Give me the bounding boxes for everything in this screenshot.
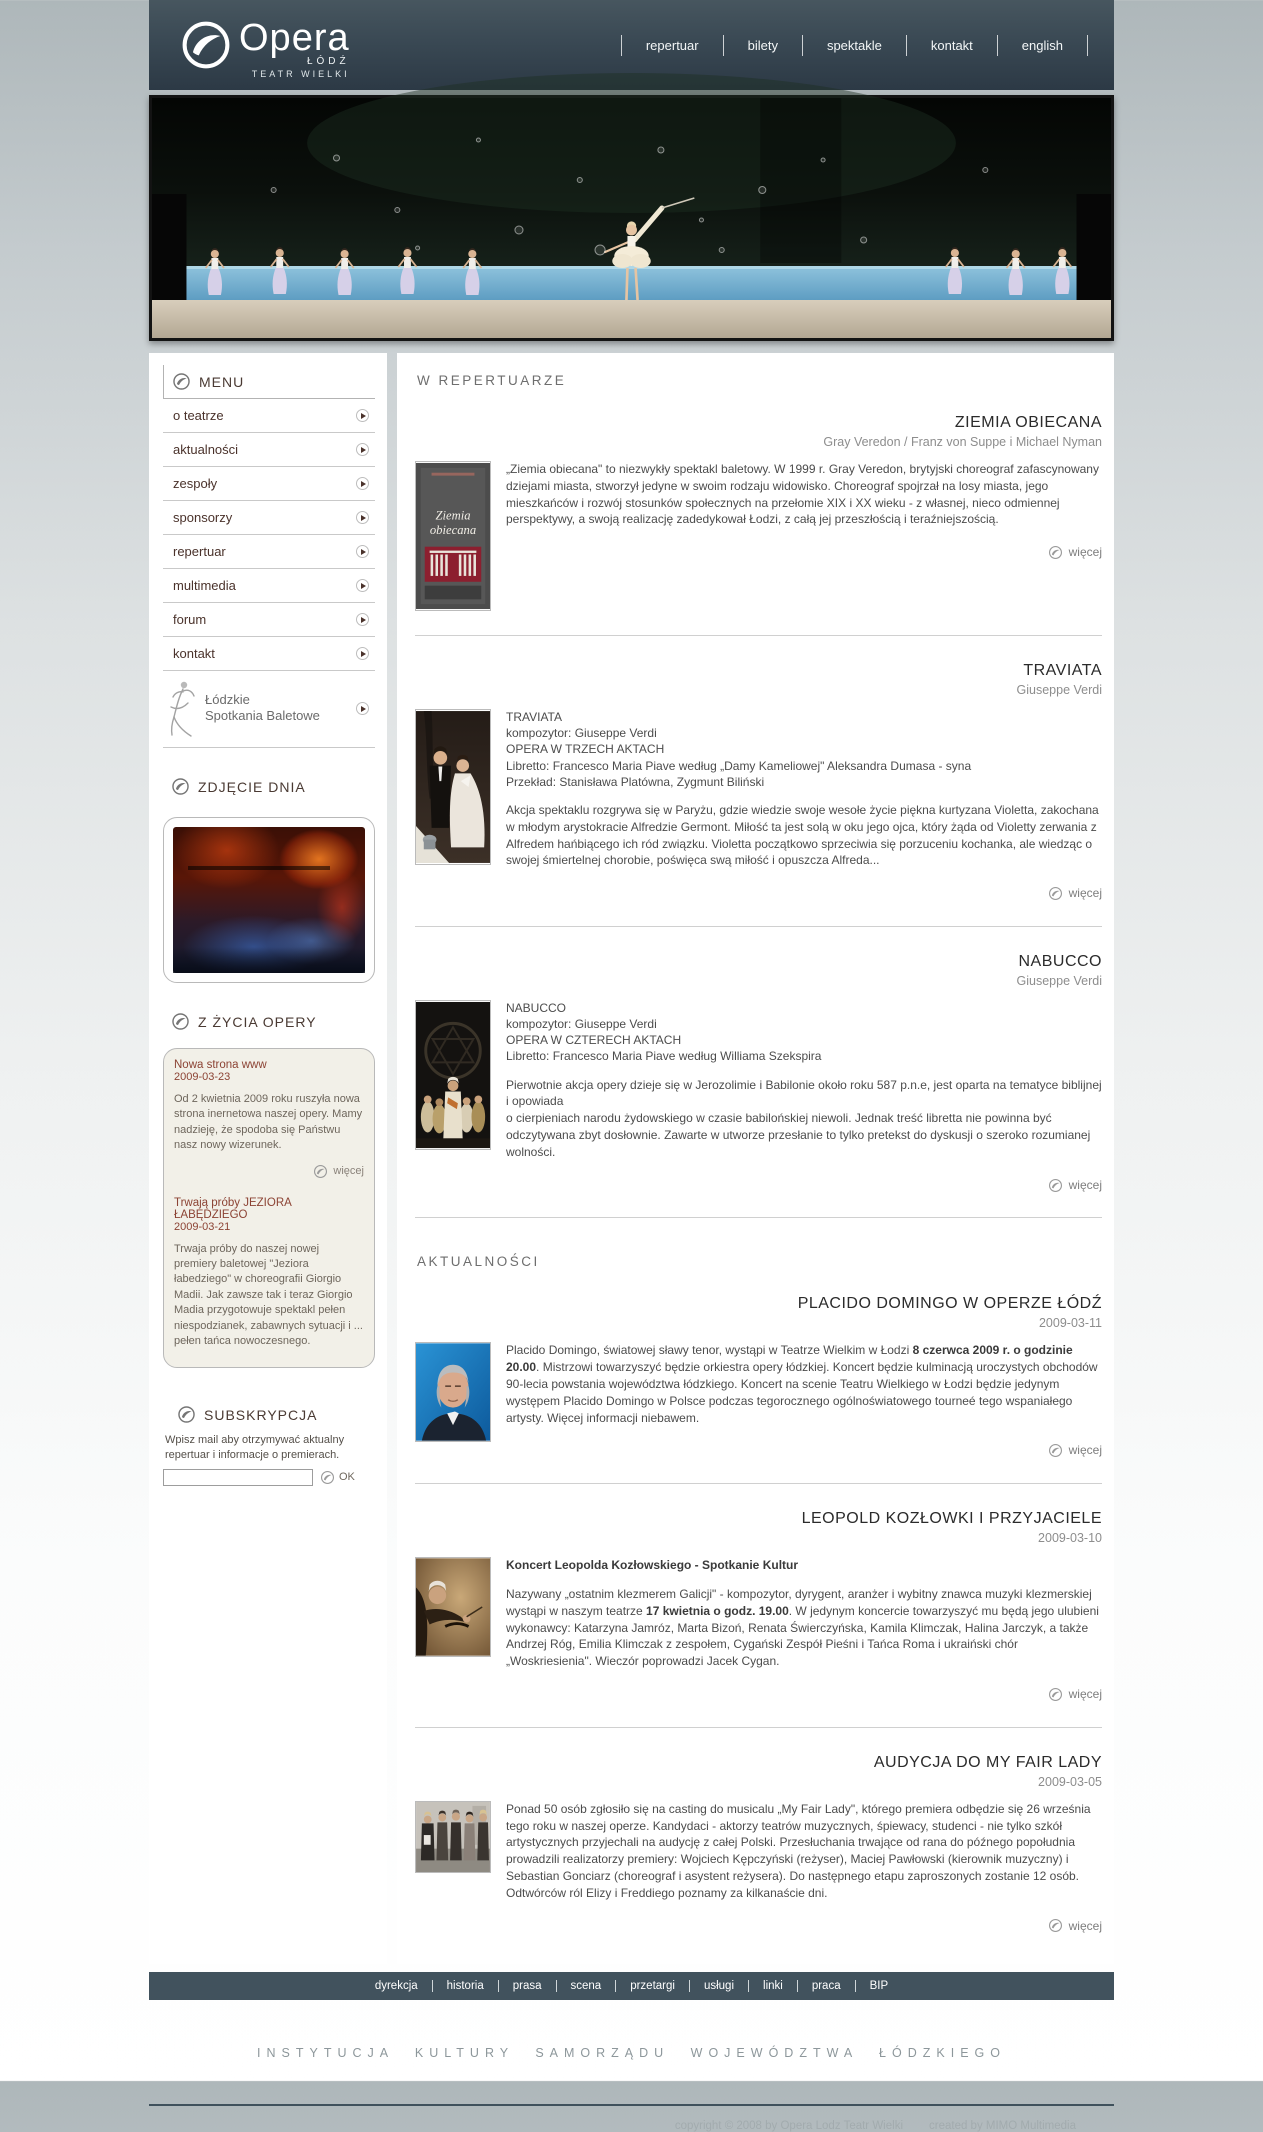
side-news-date: 2009-03-21 bbox=[174, 1220, 231, 1233]
arrow-icon bbox=[356, 647, 369, 660]
side-news-text: Trwaja próby do naszej nowej premiery baletowej "Jeziora łabedziego" w choreografii Giorgio Madii. Jak zawsze tak i teraz Giorgio Madia przygotowuje spektakl pełen niespodzianek, zabawnych sytuacji i ... pełen tańca nowoczesnego. bbox=[174, 1242, 363, 1347]
nav-bilety[interactable]: bilety bbox=[723, 35, 802, 56]
photo-day-title: ZDJĘCIE DNIA bbox=[198, 778, 306, 795]
main-content bbox=[397, 353, 1114, 1964]
footer-nav-bar bbox=[149, 1972, 1114, 2000]
entry-info-lines: NABUCCO kompozytor: Giuseppe Verdi OPERA W CZTERECH AKTACH Libretto: Francesco Maria Piave według Williama Szekspira bbox=[506, 1000, 822, 1064]
side-news-title[interactable]: Nowa strona www bbox=[174, 1059, 267, 1071]
more-emblem-icon bbox=[1048, 1918, 1063, 1933]
subscription-hint-line1: Wpisz mail aby otrzymywać aktualny bbox=[165, 1434, 345, 1447]
copyright-text: copyright © 2008 by Opera Lodz Teatr Wielki bbox=[674, 2120, 903, 2132]
entry-paragraph: o cierpieniach narodu żydowskiego w czasie babilońskiej niewoli. Jednak treść libretta nie powinna być odczytywana zbyt dosłownie. Zawarte w utworze przesłanie to tylko pretekst do dyskusji o szeroko rozumianej wolności. bbox=[506, 1111, 1091, 1159]
top-navigation bbox=[621, 35, 1088, 56]
more-link[interactable]: więcej bbox=[506, 1442, 1102, 1459]
menu-header bbox=[163, 365, 375, 399]
ok-emblem-icon bbox=[320, 1470, 335, 1485]
footer-link-przetargi[interactable]: przetargi bbox=[615, 1980, 689, 1992]
more-emblem-icon bbox=[1048, 1178, 1063, 1193]
footer-link-praca[interactable]: praca bbox=[797, 1980, 855, 1992]
entry-title[interactable]: ZIEMIA OBIECANA bbox=[954, 414, 1102, 431]
side-news-more-link[interactable]: więcej bbox=[174, 1164, 364, 1179]
sidebar-menu bbox=[163, 365, 375, 671]
arrow-icon bbox=[356, 579, 369, 592]
thumbnail-ziemia-obiecana[interactable] bbox=[415, 461, 491, 611]
nav-english[interactable]: english bbox=[997, 35, 1087, 56]
entry-date: 2009-03-10 bbox=[1038, 1531, 1102, 1546]
thumbnail-placido-domingo[interactable] bbox=[415, 1342, 491, 1459]
credit-text[interactable]: created by MIMO Multimedia bbox=[929, 2120, 1076, 2132]
baletowe-line1: Łódzkie bbox=[205, 692, 250, 708]
photo-day-header bbox=[163, 770, 375, 803]
footer-link-historia[interactable]: historia bbox=[432, 1980, 498, 1992]
entry-subtitle: Giuseppe Verdi bbox=[1016, 973, 1102, 988]
thumbnail-traviata[interactable] bbox=[415, 709, 491, 902]
side-news-date: 2009-03-23 bbox=[174, 1071, 231, 1083]
photo-day-emblem-icon bbox=[171, 777, 190, 796]
more-emblem-icon bbox=[1048, 545, 1063, 560]
entry-title[interactable]: LEOPOLD KOZŁOWKI I PRZYJACIELE bbox=[801, 1510, 1102, 1528]
entry-title[interactable]: NABUCCO bbox=[1018, 952, 1102, 970]
entry-subtitle: Giuseppe Verdi bbox=[1016, 683, 1102, 697]
opera-life-emblem-icon bbox=[171, 1012, 190, 1031]
side-news-item bbox=[174, 1059, 364, 1179]
menu-emblem-icon bbox=[172, 372, 191, 391]
divider bbox=[415, 1483, 1102, 1484]
entry-date: 2009-03-05 bbox=[1038, 1774, 1102, 1789]
entry-title[interactable]: TRAVIATA bbox=[1023, 662, 1102, 679]
logo-brand: Opera bbox=[239, 17, 350, 59]
sidebar-item-zespoly[interactable]: zespoły bbox=[163, 467, 375, 501]
footer-link-prasa[interactable]: prasa bbox=[498, 1980, 556, 1992]
svg-text:Ziemia: Ziemia bbox=[435, 508, 471, 523]
entry-title[interactable]: AUDYCJA DO MY FAIR LADY bbox=[873, 1753, 1102, 1771]
subscription-ok-button[interactable]: OK bbox=[320, 1470, 355, 1485]
opera-logo[interactable] bbox=[179, 11, 350, 79]
footer-link-dyrekcja[interactable]: dyrekcja bbox=[374, 1980, 418, 1993]
footer-link-bip[interactable]: BIP bbox=[855, 1980, 903, 1992]
sidebar-item-multimedia[interactable]: multimedia bbox=[163, 569, 375, 603]
more-link[interactable]: więcej bbox=[506, 885, 1102, 902]
subscription-emblem-icon bbox=[177, 1405, 196, 1424]
news-entry-placido-domingo bbox=[415, 1295, 1102, 1459]
arrow-icon bbox=[356, 477, 369, 490]
nav-spektakle[interactable]: spektakle bbox=[802, 35, 906, 56]
more-link[interactable]: więcej bbox=[506, 1918, 1102, 1935]
entry-paragraph: Placido Domingo, światowej sławy tenor, wystąpi w Teatrze Wielkim w Łodzi 8 czerwca 2009 r. o godzinie 20.00. Mistrzowi towarzyszyć będzie orkiestra opery łódzkiej. Koncert będzie kulminacją uroczystych obchodów 90-lecia powstania województwa łódzkiego. Koncert na scenie Teatru Wielkiego w Łodzi będzie jedynym występem Placido Domingo w Polsce podczas tegorocznego ogólnoświatowego tourneé tego wspaniałego artysty. Więcej informacji niebawem. bbox=[506, 1343, 1098, 1425]
more-emblem-icon bbox=[1048, 1443, 1063, 1458]
institution-line: INSTYTUCJA KULTURY SAMORZĄDU WOJEWÓDZTWA ŁÓDZKIEGO bbox=[257, 2046, 1006, 2061]
entry-paragraph: Nazywany „ostatnim klezmerem Galicji" - kompozytor, dyrygent, aranżer i wybitny znawca muzyki klezmerskiej wystąpi w naszym teatrze 17 kwietnia o godz. 19.00. W jedynym koncercie towarzyszyć mu będą jego ulubieni wykonawcy: Katarzyna Jamróz, Marta Bizoń, Renata Świerczyńska, Kamila Klimczak, Halina Jarczyk, a także Andrzej Róg, Emilia Klimczak z zespołem, Cygański Zespół Pieśni i Tańca Roma i ukraiński chór „Woskriesienia". Wieczór poprowadzi Jacek Cygan. bbox=[506, 1587, 1099, 1669]
opera-life-title: Z ŻYCIA OPERY bbox=[198, 1013, 317, 1030]
arrow-icon bbox=[356, 702, 369, 715]
nav-repertuar[interactable]: repertuar bbox=[621, 35, 723, 56]
repertoire-entry-traviata bbox=[415, 662, 1102, 902]
divider bbox=[415, 926, 1102, 927]
sidebar-item-sponsorzy[interactable]: sponsorzy bbox=[163, 501, 375, 535]
more-emblem-icon bbox=[1048, 1687, 1063, 1702]
entry-paragraph: Ponad 50 osób zgłosiło się na casting do musicalu „My Fair Lady", którego premiera odbędzie się 26 września tego roku w naszej operze. Kandydaci - aktorzy teatrów muzycznych, śpiewacy, studenci - nie tylko szkół artystycznych przyjechali na audycję z całej Polski. Przesłuchania trwające od rana do późnego popołudnia prowadzili realizatorzy premiery: Wojciech Kępczyński (reżyser), Maciej Pawłowski (kierownik muzyczny) i Sebastian Gonciarz (choreograf i asystent reżysera). Do następnego etapu zaproszonych zostanie 12 osób. Odtwórców ról Elizy i Freddiego poznamy za kilkanaście dni. bbox=[506, 1801, 1091, 1900]
more-emblem-icon bbox=[313, 1164, 328, 1179]
repertoire-entry-nabucco bbox=[415, 953, 1102, 1194]
thumbnail-nabucco[interactable] bbox=[415, 1000, 491, 1194]
baletowe-line2: Spotkania Baletowe bbox=[205, 708, 320, 723]
arrow-icon bbox=[356, 443, 369, 456]
sidebar-item-repertuar[interactable]: repertuar bbox=[163, 535, 375, 569]
hero-stage-photo bbox=[149, 95, 1114, 341]
arrow-icon bbox=[356, 511, 369, 524]
more-emblem-icon bbox=[1048, 886, 1063, 901]
arrow-icon bbox=[356, 545, 369, 558]
logo-subtitle: TEATR WIELKI bbox=[251, 69, 350, 79]
more-link[interactable]: więcej bbox=[506, 1686, 1102, 1703]
footer-link-linki[interactable]: linki bbox=[748, 1980, 797, 1992]
bottom-rule bbox=[149, 2104, 1114, 2106]
thumbnail-my-fair-lady[interactable] bbox=[415, 1801, 491, 1935]
entry-info-lines: TRAVIATA kompozytor: Giuseppe Verdi OPERA W TRZECH AKTACH Libretto: Francesco Maria Piave według „Damy Kameliowej" Aleksandra Dumasa - syna Przekład: Stanisława Platówna, Zygmunt Biliński bbox=[506, 710, 972, 789]
entry-paragraph: Pierwotnie akcja opery dzieje się w Jerozolimie i Babilonie około roku 587 p.n.e, jest oparta na tematyce biblijnej i opowiada bbox=[506, 1077, 1102, 1109]
side-news-text: Od 2 kwietnia 2009 roku ruszyła nowa strona inernetowa naszej opery. Mamy nadzieję, że spodoba się Państwu nasz nowy wizerunek. bbox=[174, 1093, 363, 1152]
subscription-email-input[interactable] bbox=[163, 1469, 313, 1486]
arrow-icon bbox=[356, 409, 369, 422]
page bbox=[149, 0, 1114, 2132]
side-news-title[interactable]: Trwają próby JEZIORA ŁABĘDZIEGO bbox=[174, 1196, 292, 1221]
footer-link-uslugi[interactable]: usługi bbox=[689, 1980, 748, 1992]
divider bbox=[415, 1727, 1102, 1728]
opera-leaf-logo-icon bbox=[179, 18, 233, 72]
entry-paragraph: Akcja spektaklu rozgrywa się w Paryżu, gdzie wiedzie swoje wesołe życie piękna kurtyzana Violetta, zakochana w młodym arystokracie Alfredzie Germont. Miłość ta jest solą w oku jego ojca, który żąda od Violetty zerwania z Alfredem hańbiącego ich ród związku. Violetta początkowo sprzeciwia się porzuceniu kochanka, ale wiedząc o swojej śmiertelnej chorobie, poświęca swą miłość i opuszcza Alfreda... bbox=[506, 802, 1099, 868]
news-entry-leopold-kozlowski bbox=[415, 1510, 1102, 1703]
news-heading: AKTUALNOŚCI bbox=[417, 1254, 540, 1270]
opera-life-header bbox=[163, 1005, 375, 1038]
opera-life-box bbox=[163, 1048, 375, 1368]
thumbnail-leopold-kozlowski[interactable] bbox=[415, 1557, 491, 1703]
photo-of-day-image[interactable] bbox=[173, 827, 365, 973]
entry-paragraph: „Ziemia obiecana" to niezwykły spektakl baletowy. W 1999 r. Gray Veredon, brytyjski choreograf zafascynowany dziejami miasta, stworzył jedyne w swoim rodzaju widowisko. Choreograf spojrzał na losy miasta, jego mieszkańców i rozwój stosunków społecznych na przełomie XIX i XX wieku - z własnej, nieco odmiennej perspektywy, a swoją realizację zadedykował Łodzi, z całą jej przeszłością i teraźniejszością. bbox=[506, 462, 1099, 527]
arrow-icon bbox=[356, 613, 369, 626]
ballet-dancer-icon bbox=[165, 679, 199, 737]
logo-city: ŁÓDŹ bbox=[306, 56, 350, 67]
sidebar bbox=[149, 353, 387, 1964]
side-news-item bbox=[174, 1197, 364, 1350]
news-entry-my-fair-lady bbox=[415, 1754, 1102, 1935]
divider bbox=[415, 1217, 1102, 1218]
subscription-title: SUBSKRYPCJA bbox=[204, 1406, 318, 1423]
subscription-header bbox=[163, 1398, 375, 1431]
photo-of-day-box bbox=[163, 817, 375, 983]
divider bbox=[415, 635, 1102, 636]
svg-text:obiecana: obiecana bbox=[429, 523, 477, 538]
repertoire-entry-ziemia-obiecana bbox=[415, 414, 1102, 611]
entry-lead: Koncert Leopolda Kozłowskiego - Spotkanie Kultur bbox=[506, 1558, 799, 1573]
sidebar-item-forum[interactable]: forum bbox=[163, 603, 375, 637]
subscription-section bbox=[163, 1398, 375, 1486]
subscription-hint-line2: repertuar i informacje o premierach. bbox=[165, 1449, 340, 1462]
entry-subtitle: Gray Veredon / Franz von Suppe i Michael Nyman bbox=[823, 435, 1102, 449]
repertoire-heading: W REPERTUARZE bbox=[417, 373, 567, 388]
nav-kontakt[interactable]: kontakt bbox=[906, 35, 997, 56]
lodzkie-spotkania-baletowe-banner[interactable] bbox=[163, 671, 375, 748]
footer-link-scena[interactable]: scena bbox=[556, 1980, 616, 1992]
sidebar-item-o-teatrze[interactable]: o teatrze bbox=[163, 399, 375, 433]
entry-title[interactable]: PLACIDO DOMINGO W OPERZE ŁÓDŹ bbox=[797, 1295, 1102, 1313]
menu-title: MENU bbox=[199, 373, 245, 390]
sidebar-item-kontakt[interactable]: kontakt bbox=[163, 637, 375, 671]
more-link[interactable]: więcej bbox=[506, 544, 1102, 561]
entry-date: 2009-03-11 bbox=[1038, 1316, 1102, 1331]
more-link[interactable]: więcej bbox=[506, 1177, 1102, 1194]
sidebar-item-aktualnosci[interactable]: aktualności bbox=[163, 433, 375, 467]
